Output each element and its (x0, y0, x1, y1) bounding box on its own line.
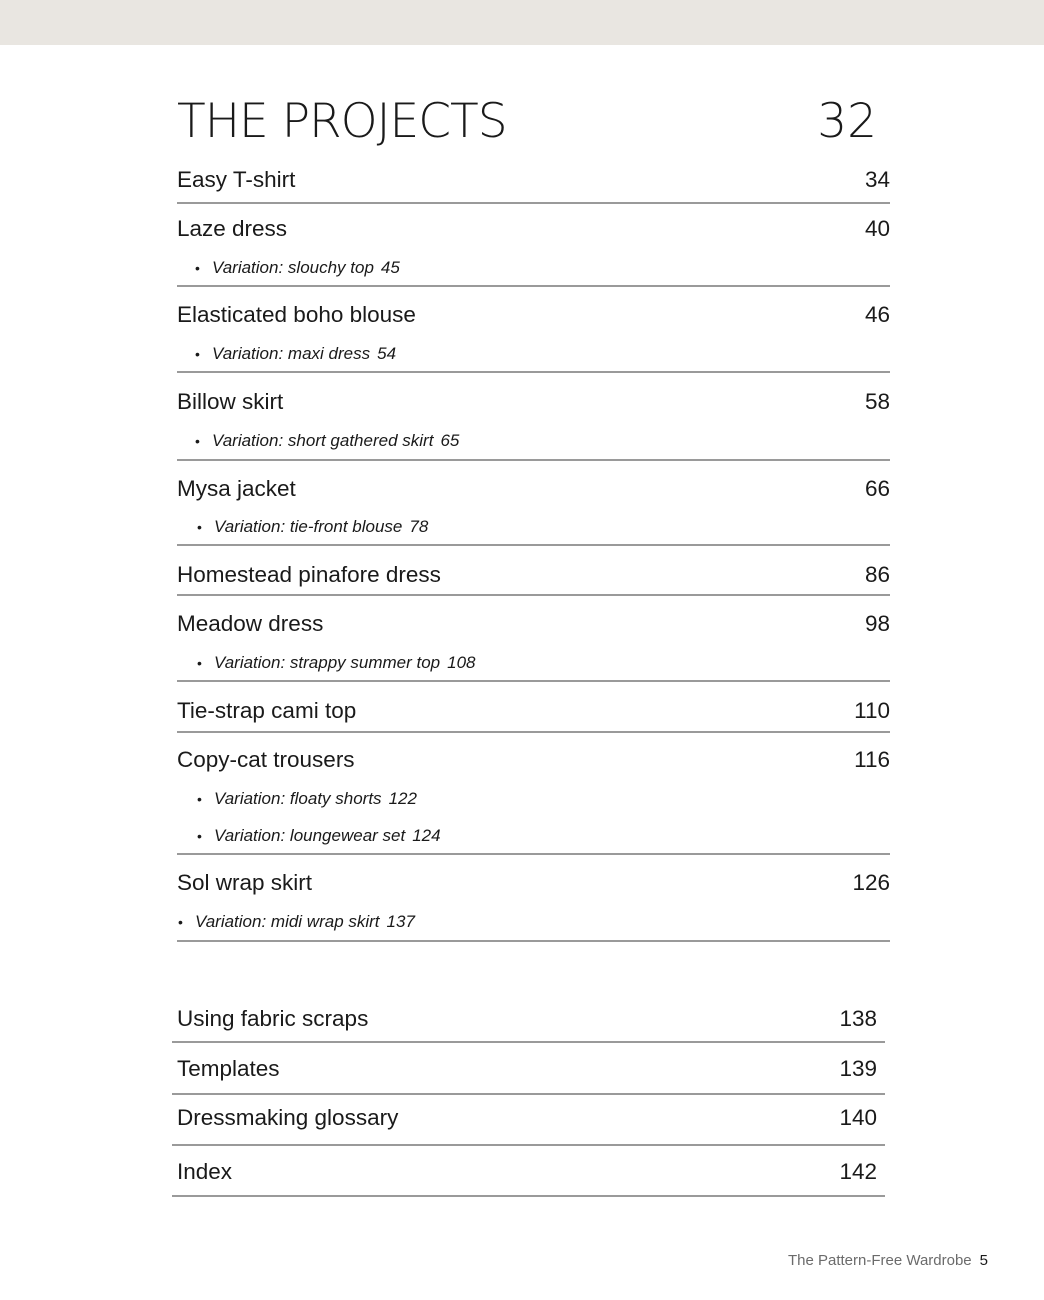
bullet-icon: • (197, 791, 202, 807)
toc-entry-title: Elasticated boho blouse (177, 302, 416, 327)
variation-page: 54 (377, 344, 397, 363)
divider (177, 371, 890, 373)
divider (177, 680, 890, 682)
divider (177, 594, 890, 596)
variation-page: 78 (409, 517, 429, 536)
toc-entry-title: Dressmaking glossary (177, 1105, 399, 1130)
variation-page: 137 (386, 912, 415, 931)
toc-variation (195, 342, 396, 366)
toc-entry-page: 140 (839, 1105, 877, 1130)
toc-entry-title: Homestead pinafore dress (177, 562, 441, 587)
bullet-icon: • (195, 260, 200, 276)
toc-entry-title: Meadow dress (177, 611, 324, 636)
toc-variation (197, 515, 428, 539)
variation-page: 108 (447, 653, 476, 672)
top-band (0, 0, 1044, 45)
bullet-icon: • (195, 346, 200, 362)
toc-entry (177, 1054, 877, 1084)
section-page-number: 32 (817, 94, 877, 149)
divider (177, 202, 890, 204)
bullet-icon: • (197, 519, 202, 535)
toc-variation (195, 256, 400, 280)
section-heading (177, 92, 877, 152)
toc-entry-title: Index (177, 1159, 233, 1184)
divider (177, 731, 890, 733)
toc-entry (177, 214, 890, 244)
bullet-icon: • (195, 433, 200, 449)
toc-entry-title: Copy-cat trousers (177, 747, 355, 772)
toc-entry-page: 34 (864, 167, 890, 192)
divider (172, 1195, 885, 1197)
variation-page: 45 (380, 258, 400, 277)
divider (177, 459, 890, 461)
toc-entry-page: 46 (864, 302, 890, 327)
toc-entry-title: Sol wrap skirt (177, 870, 313, 895)
variation-title: Variation: midi wrap skirt (195, 912, 380, 931)
toc-entry (177, 474, 890, 504)
toc-entry-title: Billow skirt (177, 389, 284, 414)
toc-variation (195, 429, 459, 453)
toc-entry-page: 40 (864, 216, 890, 241)
toc-entry-title: Mysa jacket (177, 476, 296, 501)
toc-entry-page: 58 (864, 389, 890, 414)
section-title: THE PROJECTS (177, 94, 507, 149)
variation-title: Variation: tie-front blouse (214, 517, 403, 536)
variation-title: Variation: maxi dress (212, 344, 371, 363)
toc-entry-title: Laze dress (177, 216, 288, 241)
toc-entry-page: 138 (839, 1006, 877, 1031)
toc-entry-page: 142 (839, 1159, 877, 1184)
variation-title: Variation: short gathered skirt (212, 431, 434, 450)
variation-title: Variation: floaty shorts (214, 789, 382, 808)
toc-entry-title: Tie-strap cami top (177, 698, 357, 723)
toc-entry-title: Easy T-shirt (177, 167, 296, 192)
divider (177, 853, 890, 855)
footer-page-number: 5 (979, 1252, 988, 1269)
toc-entry-page: 110 (854, 698, 890, 723)
toc-variation (178, 910, 415, 934)
toc-entry (177, 165, 890, 195)
divider (172, 1093, 885, 1095)
toc-entry (177, 387, 890, 417)
toc-entry-page: 126 (852, 870, 890, 895)
variation-page: 122 (388, 789, 417, 808)
toc-entry (177, 1157, 877, 1187)
variation-title: Variation: slouchy top (212, 258, 374, 277)
toc-entry-page: 98 (864, 611, 890, 636)
bullet-icon: • (178, 914, 183, 930)
toc-entry-page: 139 (839, 1056, 877, 1081)
toc-entry (177, 1103, 877, 1133)
divider (172, 1041, 885, 1043)
toc-entry-page: 66 (864, 476, 890, 501)
divider (172, 1144, 885, 1146)
variation-title: Variation: loungewear set (214, 826, 406, 845)
divider (177, 285, 890, 287)
toc-entry-title: Using fabric scraps (177, 1006, 369, 1031)
toc-entry-page: 86 (864, 562, 890, 587)
variation-page: 124 (412, 826, 441, 845)
toc-entry (177, 609, 890, 639)
toc-entry-title: Templates (177, 1056, 280, 1081)
variation-title: Variation: strappy summer top (214, 653, 441, 672)
divider (177, 544, 890, 546)
divider (177, 940, 890, 942)
toc-entry (177, 560, 890, 590)
toc-variation (197, 787, 417, 811)
toc-entry (177, 1004, 877, 1034)
toc-entry (177, 696, 890, 726)
toc-entry-page: 116 (854, 747, 890, 772)
toc-variation (197, 651, 476, 675)
toc-entry (177, 868, 890, 898)
bullet-icon: • (197, 828, 202, 844)
variation-page: 65 (440, 431, 460, 450)
footer-book-title: The Pattern-Free Wardrobe (787, 1252, 972, 1269)
toc-variation (197, 824, 441, 848)
toc-entry (177, 745, 890, 775)
bullet-icon: • (197, 655, 202, 671)
toc-entry (177, 300, 890, 330)
page-footer (788, 1250, 988, 1272)
